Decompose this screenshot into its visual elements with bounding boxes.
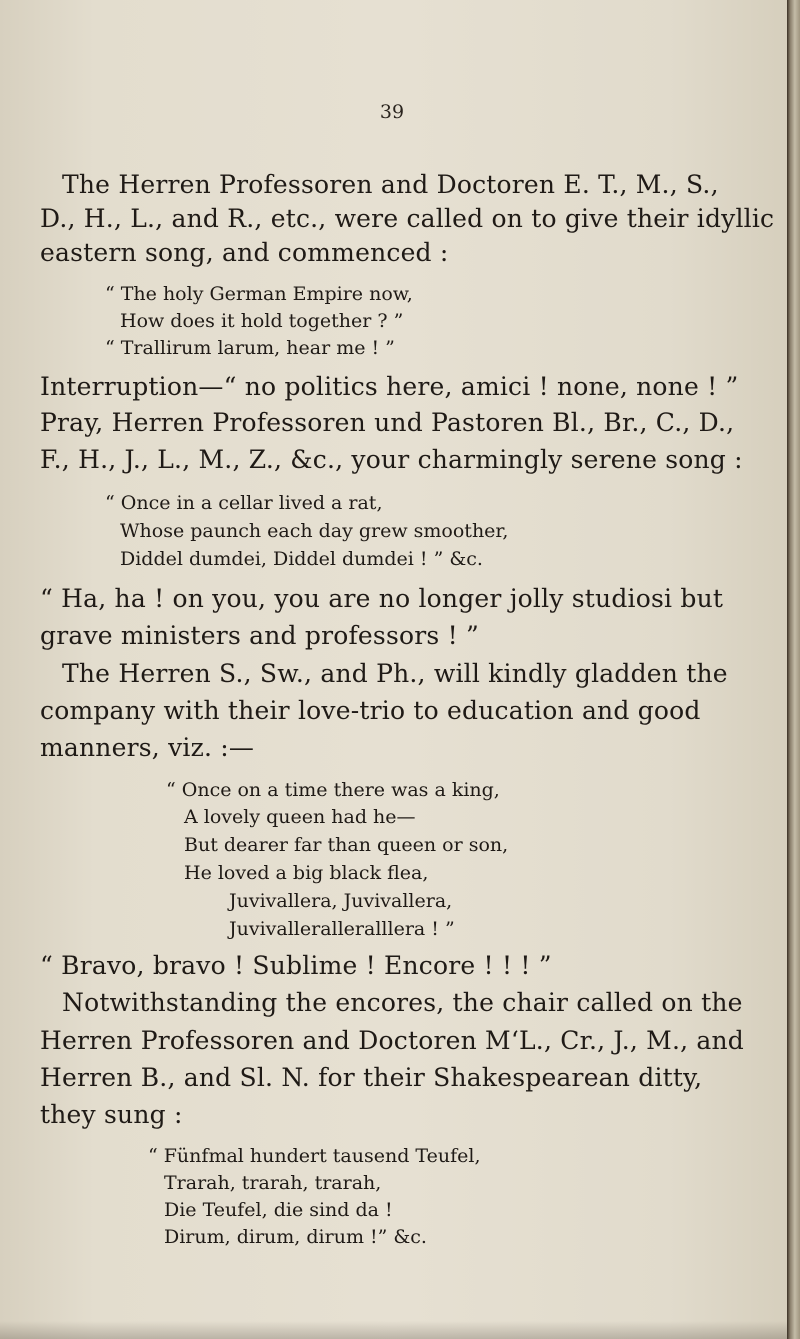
paragraph-line: Interruption—“ no politics here, amici ! none, none ! ” xyxy=(40,372,739,401)
verse-line: Dirum, dirum, dirum !” &c. xyxy=(164,1226,427,1248)
verse-line: Diddel dumdei, Diddel dumdei ! ” &c. xyxy=(120,548,483,570)
paragraph-line: they sung : xyxy=(40,1100,183,1129)
paragraph-line: eastern song, and commenced : xyxy=(40,238,449,267)
paragraph-line: F., H., J., L., M., Z., &c., your charmingly serene song : xyxy=(40,445,743,474)
verse-line: “ Fünfmal hundert tausend Teufel, xyxy=(148,1145,481,1167)
verse-line: Whose paunch each day grew smoother, xyxy=(120,520,509,542)
verse-line: “ The holy German Empire now, xyxy=(105,283,413,305)
paragraph-line: Herren Professoren and Doctoren M‘L., Cr., J., M., and xyxy=(40,1026,744,1055)
verse-line: Trarah, trarah, trarah, xyxy=(164,1172,382,1194)
verse-line: “ Trallirum larum, hear me ! ” xyxy=(105,337,395,359)
verse-line: How does it hold together ? ” xyxy=(120,310,404,332)
page-number: 39 xyxy=(379,101,405,123)
verse-line: Juvivalleralleralllera ! ” xyxy=(229,918,455,940)
paragraph-line: “ Bravo, bravo ! Sublime ! Encore ! ! ! ” xyxy=(40,951,552,980)
paragraph-line: The Herren S., Sw., and Ph., will kindly gladden the xyxy=(62,659,728,688)
verse-line: Die Teufel, die sind da ! xyxy=(164,1199,393,1221)
verse-line: “ Once in a cellar lived a rat, xyxy=(105,492,383,514)
page-binding-edge xyxy=(787,0,800,1339)
verse-line: A lovely queen had he— xyxy=(184,806,416,828)
verse-line: But dearer far than queen or son, xyxy=(184,834,509,856)
paragraph-line: Notwithstanding the encores, the chair called on the xyxy=(62,988,743,1017)
verse-line: “ Once on a time there was a king, xyxy=(166,779,500,801)
paragraph-line: D., H., L., and R., etc., were called on to give their idyllic xyxy=(40,204,775,233)
verse-line: Juvivallera, Juvivallera, xyxy=(229,890,453,912)
paragraph-line: The Herren Professoren and Doctoren E. T., M., S., xyxy=(62,170,719,199)
paragraph-line: “ Ha, ha ! on you, you are no longer jolly studiosi but xyxy=(40,584,724,613)
paragraph-line: company with their love-trio to education and good xyxy=(40,696,701,725)
verse-line: He loved a big black flea, xyxy=(184,862,429,884)
paragraph-line: manners, viz. :— xyxy=(40,733,255,762)
paragraph-line: Pray, Herren Professoren und Pastoren Bl., Br., C., D., xyxy=(40,408,735,437)
paragraph-line: Herren B., and Sl. N. for their Shakespearean ditty, xyxy=(40,1063,703,1092)
paragraph-line: grave ministers and professors ! ” xyxy=(40,621,479,650)
